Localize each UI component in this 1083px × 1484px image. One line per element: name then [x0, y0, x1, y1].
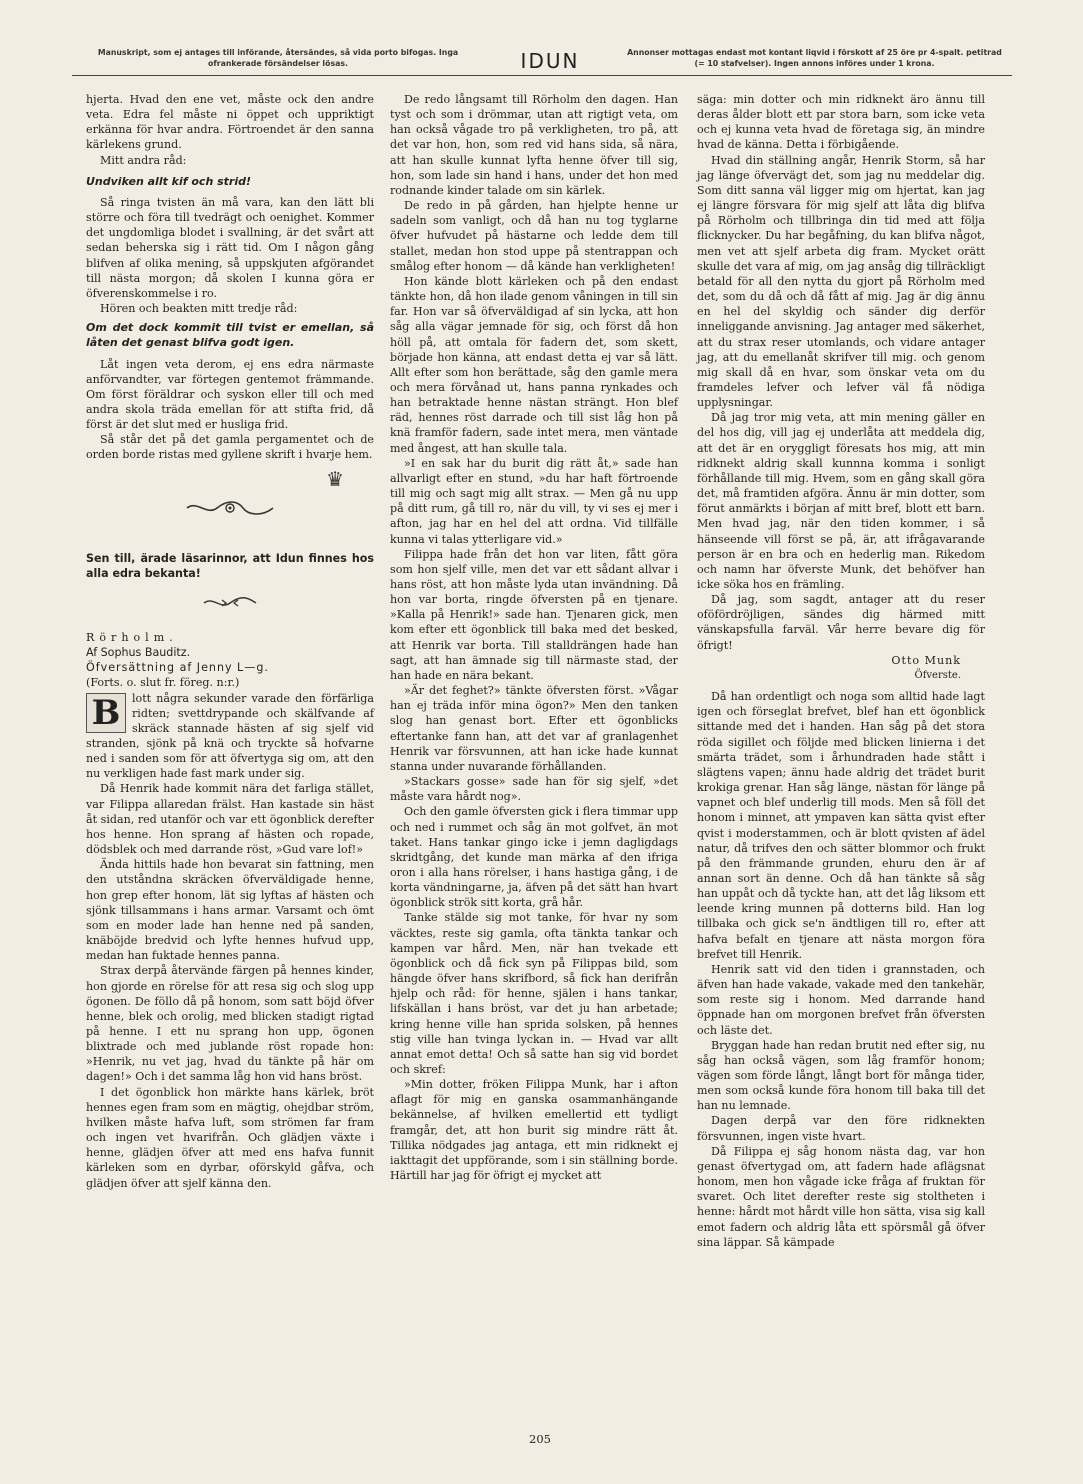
paragraph: Hon kände blott kärleken och på den endast tänkte hon, då hon ilade genom våningen in till sin far. Hon var så öfverväldigad af sin lycka, att hon såg alla vägar jemnade för sig, och först då hon höll på, att omtala för fadern det, som skett, började hon känna, att endast detta ej var så lätt. Allt efter som hon berättade, såg den gamle mera och mera förvånad ut, hans panna rynkades och han betraktade henne nästan strängt. Hon blef räd, hennes röst darrade och till sist låg hon på knä framför fadern, sade intet mera, men väntade med ångest, att han skulle tala.	[390, 274, 678, 455]
advertising-note: Annonser mottagas endast mot kontant liqvid i förskott af 25 öre pr 4-spalt. petitrad (= 10 stafvelser). Ingen annons införes under 1 krona.	[627, 48, 1002, 68]
publication-title: IDUN	[520, 49, 580, 73]
paragraph: »Min dotter, fröken Filippa Munk, har i afton aflagt för mig en ganska osammanhängande bekännelse, af hvilken emellertid ett tydligt framgår, det, att hon burit sig mindre rätt åt. Tillika nödgades jag antaga, ett min ridknekt ej iakttagit det uppförande, som i sin ställning borde. Härtill har jag för öfrigt ej mycket att	[390, 1078, 678, 1183]
paragraph: Då Filippa ej såg honom nästa dag, var hon genast öfvertygad om, att fadern hade aflägsnat honom, men hon vågade icke fråga af fruktan för svaret. Och litet derefter reste sig stoltheten i henne: hårdt mot hårdt ville hon sätta, visa sig kall emot fadern och aldrig låta ett spörsmål gå öfver sina läppar. Så kämpade	[697, 1144, 985, 1249]
paragraph: »I en sak har du burit dig rätt åt,» sade han allvarligt efter en stund, »du har haft förtroende till mig och sagt mig allt strax. — Men gå nu upp på ditt rum, gå till ro, när du vill, ty vi ses ej mer i afton, jag har en hel del att ordna. Vid tillfälle kunna vi talas ytterligare vid.»	[390, 456, 678, 546]
paragraph: Strax derpå återvände färgen på hennes kinder, hon gjorde en rörelse för att resa sig och slog upp ögonen. De föllo då på honom, som satt böjd öfver henne, blek och orolig, med blicken stadigt rigtad på henne. I ett nu sprang hon upp, ögonen blixtrade och med jublande röst ropade hon: »Henrik, nu vet jag, hvad du tänkte på här om dagen!» Och i det samma låg hon vid hans bröst.	[86, 964, 374, 1084]
column-3	[697, 92, 985, 1250]
drop-cap: B	[86, 693, 126, 733]
paragraph: Hvad din ställning angår, Henrik Storm, så har jag länge öfvervägt det, som jag nu meddelar dig. Som ditt sanna väl ligger mig om hjertat, kan jag ej längre försvara för mig sjelf att låta dig blifva på Rörholm och tillbringa din tid med att följa flicknycker. Du har begåfning, du kan blifva något, men vet att sjelf arbeta dig fram. Mycket orätt skulle det vara af mig, om jag ansåg dig tillräckligt betald för all den nytta du gjort på Rörholm med det, som du då och då fått af mig. Jag är dig ännu en hel del skyldig och sänder dig derför inneliggande anvisning. Jag antager med säkerhet, att du strax reser utomlands, och vidare antager jag, att du emellanåt skrifver till mig. och genom mig skall då en hvar, som önskar veta om du framdeles lefver och lefver väl få nödiga upplysningar.	[697, 153, 985, 410]
paragraph: I det ögonblick hon märkte hans kärlek, bröt hennes egen fram som en mägtig, ohejdbar ström, hvilken måste hafva luft, som strömen far fram och ingen vet hvarifrån. Och glädjen växte i henne, glädjen öfver att med ens hafva funnit kärleken som en dyrbar, oförskyld gåfva, och glädjen öfver att sjelf känna den.	[86, 1085, 374, 1190]
vine-ornament-icon	[86, 595, 374, 614]
paragraph: Och den gamle öfversten gick i flera timmar upp och ned i rummet och såg än mot golfvet, än mot taket. Hans tankar gingo icke i jemn dagligdags skridtgång, det kunde man märka af den ifriga oron i alla hans rörelser, i hans hastiga gång, i de korta vändningarne, ja, äfven på det sätt han hvart ögonblick strök sitt korta, grå hår.	[390, 805, 678, 910]
paragraph: Låt ingen veta derom, ej ens edra närmaste anförvandter, var förtegen gentemot främmande. Om först föräldrar och syskon eller till och med andra skola träda emellan för att stifta frid, då först är det slut med er husliga frid.	[86, 357, 374, 432]
paragraph: Dagen derpå var den före ridknekten försvunnen, ingen viste hvart.	[697, 1114, 985, 1143]
paragraph: Då han ordentligt och noga som alltid hade lagt igen och förseglat brefvet, blef han ett ögonblick sittande med det i handen. Han såg på det stora röda sigillet och följde med blicken linierna i det smärta trädet, som i århundraden hade stått i slägtens vapen; ännu hade aldrig det trädet burit krokiga grenar. Han såg länge, nästan för länge på vapnet och blef underlig till mods. Men så föll det honom i minnet, att ympaven kan sätta qvist efter qvist i moderstammen, och är blott qvisten af ädel natur, då trifves den och sätter blommor och frukt på den främmande grunden, ehuru den är af annan sort än denne. Och då han tänkte så såg han uppåt och då tyckte han, att det låg liksom ett leende kring munnen på dotterns bild. Han log tillbaka och gick se'n ändtligen till ro, efter att hafva befalt en tjenare att nästa morgon föra brefvet till Henrik.	[697, 690, 985, 961]
maxim: Undviken allt kif och strid!	[86, 174, 252, 188]
story-author: Af Sophus Bauditz.	[86, 646, 191, 660]
paragraph: Henrik satt vid den tiden i grannstaden, och äfven han hade vakade, vakade med den tankehär, som reste sig i honom. Med darrande hand öppnade han om morgonen brefvet från öfversten och läste det.	[697, 962, 985, 1037]
paragraph: Tanke stälde sig mot tanke, för hvar ny som väcktes, reste sig gamla, ofta tänkta tankar och kampen var hård. Men, när han tvekade ett ögonblick och då fick syn på Filippas bild, som hängde öfver hans skrifbord, så fick han derifrån hjelp och råd: för henne, själen i hans tankar, lifskällan i hans bröst, var det ju han arbetade; kring henne ville han sprida solsken, på hennes stig ville han tvinga lyckan in. — Hvad var allt annat emot detta! Och så satte han sig vid bordet och skref:	[390, 911, 678, 1076]
paragraph: Filippa hade från det hon var liten, fått göra som hon sjelf ville, men det var ett sådant allvar i hans röst, att hon måste lyda utan invändning. Då hon var borta, ringde öfversten på en tjenare. »Kalla på Henrik!» sade han. Tjenaren gick, men kom efter ett ögonblick till baka med det besked, att Henrik var borta. Till stalldrängen hade han sagt, att han ämnade sig till närmaste stad, der han hade en nära bekant.	[390, 547, 678, 682]
story-title: Rörholm.	[86, 630, 178, 644]
paragraph: Mitt andra råd:	[100, 153, 187, 167]
paragraph: hjerta. Hvad den ene vet, måste ock den andre veta. Edra fel måste ni öppet och uppriktigt erkänna för hvar andra. Förtroendet är den sanna kärlekens grund.	[86, 93, 374, 152]
paragraph: Då jag tror mig veta, att min mening gäller en del hos dig, vill jag ej underlåta att meddela dig, att det är en oryggligt föresats hos mig, att min ridknekt aldrig skall kunnna komma i sonligt förhållande till mig. Hvem, som en gång skall göra det, må framtiden afgöra. Ännu är min dotter, som förut anmärkts i början af mitt bref, blott ett barn. Men hvad jag, när den tiden kommer, i så hänseende vill först se på, är, att ifrågavarande person är en bra och en hederlig man. Rikedom och namn har öfverste Munk, det behöfver han icke söka hos en främling.	[697, 411, 985, 591]
paragraph: Så står det på det gamla pergamentet och de orden borde ristas med gyllene skrift i hvarje hem.	[86, 433, 374, 462]
column-1	[86, 92, 374, 1191]
signature-title: Öfverste.	[914, 669, 961, 681]
paragraph: säga: min dotter och min ridknekt äro ännu till deras ålder blott ett par stora barn, som icke veta och ej kunna veta hvad de företaga sig, än mindre hvad de känna. Detta i förbigående.	[697, 93, 985, 152]
submission-note: Manuskript, som ej antages till införande, återsändes, så vida porto bifogas. Inga ofrankerade försändelser lösas.	[97, 48, 459, 68]
paragraph: Då jag, som sagdt, antager att du reser oföfördröjligen, sändes dig härmed mitt vänskapsfulla farväl. Vår herre bevare dig för öfrigt!	[697, 593, 985, 652]
maxim: Om det dock kommit till tvist er emellan, så låten det genast blifva godt igen.	[86, 321, 374, 350]
crown-ornament-icon: ♛	[326, 466, 344, 491]
signature-name: Otto Munk	[891, 653, 961, 667]
masthead	[72, 46, 1012, 76]
continuation-note: (Forts. o. slut fr. föreg. n:r.)	[86, 676, 240, 690]
page-number: 205	[529, 1432, 551, 1446]
story-opening-paragraph: B lott några sekunder varade den förfärliga ridten; svettdrypande och skälfvande af skräck stannade hästen af sig sjelf vid stranden, sjönk på knä och tryckte så hofvarne ned i sanden som för att öfvertyga sig om, att den nu verkligen hade fast mark under sig.	[86, 691, 374, 781]
paragraph: Så ringa tvisten än må vara, kan den lätt bli större och föra till tvedrägt och oenighet. Kommer det ungdomliga blodet i svallning, är det svårt att sedan beherska sig i rätt tid. Om I någon gång blifven af olika mening, så uppskjuten afgörandet till nästa morgon; då skolen I kunna göra er öfverenskommelse i ro.	[86, 195, 374, 300]
column-2	[390, 92, 678, 1183]
header-rule	[72, 75, 1012, 76]
paragraph: De redo in på gården, han hjelpte henne ur sadeln som vanligt, och då han nu tog tyglarne öfver hufvudet på hästarne och ledde dem till stallet, medan hon stod uppe på stentrappan och smålog efter honom — då kände han verkligheten!	[390, 199, 678, 273]
paragraph: Bryggan hade han redan brutit ned efter sig, nu såg han också vägen, som låg framför honom; vägen som förde långt, långt bort för många tider, men som också kunde föra honom till baka till det han nu lemnade.	[697, 1038, 985, 1113]
paragraph: Då Henrik hade kommit nära det farliga stället, var Filippa allaredan frälst. Han kastade sin häst åt sidan, red utanför och var ett ögonblick derefter hos henne. Hon sprang af hästen och ropade, dödsblek och med darrande röst, »Gud vare lof!»	[86, 782, 374, 857]
paragraph: Hören och beakten mitt tredje råd:	[100, 302, 298, 316]
scroll-ornament-icon	[86, 499, 374, 521]
advert-text: Sen till, ärade läsarinnor, att Idun finnes hos alla edra bekanta!	[86, 551, 374, 580]
paragraph: »Stackars gosse» sade han för sig sjelf, »det måste vara hårdt nog».	[390, 775, 678, 804]
story-translator: Öfversättning af Jenny L—g.	[86, 661, 269, 675]
paragraph: Ända hittils hade hon bevarat sin fattning, men den utståndna skräcken öfverväldigade henne, hon grep efter honom, lät sig lyftas af hästen och sjönk tillsammans i hans armar. Varsamt och ömt som en moder lade han henne ned på sanden, knäböjde bredvid och lyfte hennes hufvud upp, medan han fuktade hennes panna.	[86, 858, 374, 963]
paragraph: De redo långsamt till Rörholm den dagen. Han tyst och som i drömmar, utan att rigtigt veta, om han också vågade tro på verkligheten, tro på, att det var hon, hon, som red vid hans sida, så nära, att han skulle kunnat lyfta henne öfver till sig, hon, som lade sin hand i hans, under det hon med rodnande kinder talade om sin kärlek.	[390, 93, 678, 197]
paragraph: »Är det feghet?» tänkte öfversten först. »Vågar han ej träda inför mina ögon?» Men den tanken slog han genast bort. Efter ett ögonblicks eftertanke fann han, att det var af granlagenhet Henrik var försvunnen, att han icke hade kunnat stanna under nuvarande förhållanden.	[390, 684, 678, 773]
